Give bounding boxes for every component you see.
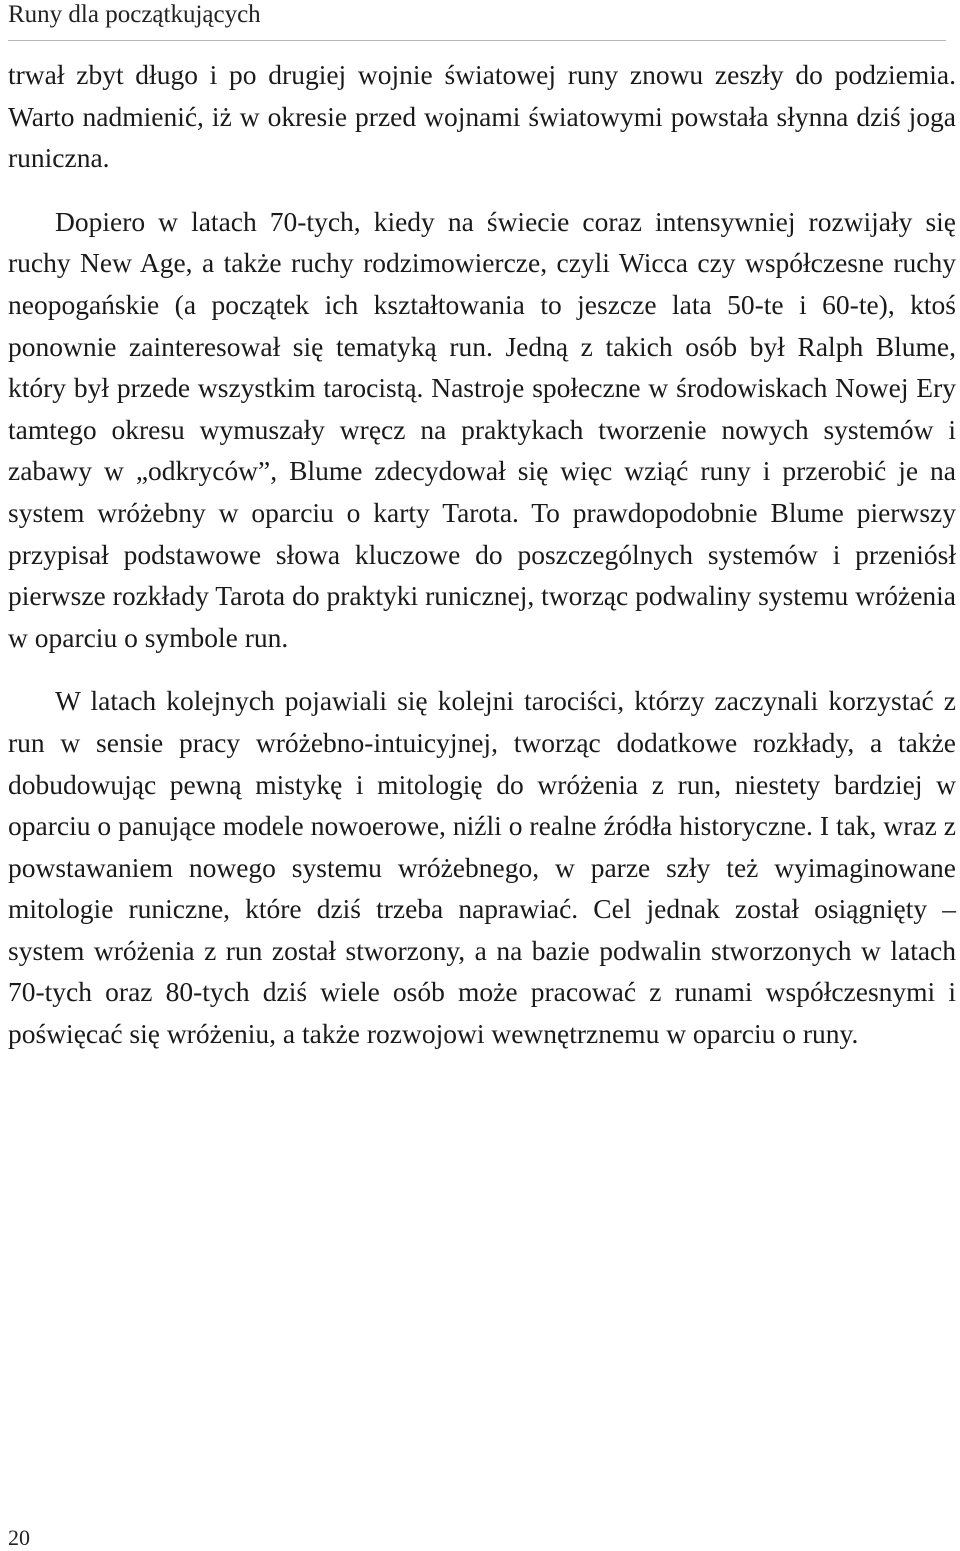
running-head-title: Runy dla początkujących: [8, 1, 261, 28]
body-text: [8, 54, 956, 1055]
paragraph-blume: Dopiero w latach 70-tych, kiedy na świecie coraz intensywniej rozwijały się ruchy New Age, a także ruchy rodzimowiercze, czyli Wicca czy współczesne ruchy neopogańskie (a początek ich kształtowania to jeszcze lata 50-te i 60-te), ktoś ponownie zainteresował się tematyką run. Jedną z takich osób był Ralph Blume, który był przede wszystkim tarocistą. Nastroje społeczne w środowiskach Nowej Ery tamtego okresu wymuszały wręcz na praktykach tworzenie nowych systemów i zabawy w „odkryców”, Blume zdecydował się więc wziąć runy i przerobić je na system wróżebny w oparciu o karty Tarota. To prawdopodobnie Blume pierwszy przypisał podstawowe słowa kluczowe do poszczególnych systemów i przeniósł pierwsze rozkłady Tarota do praktyki runicznej, tworząc podwaliny systemu wróżenia w oparciu o symbole run.: [8, 205, 956, 653]
paragraph-later-years: W latach kolejnych pojawiali się kolejni tarociści, którzy zaczynali korzystać z run w sensie pracy wróżebno-intuicyjnej, tworząc dodatkowe rozkłady, a także dobudowując pewną mistykę i mitologię do wróżenia z run, niestety bardziej w oparciu o panujące modele nowoerowe, niźli o realne źródła historyczne. I tak, wraz z powstawaniem nowego systemu wróżebnego, w parze szły też wyimaginowane mitologie runiczne, które dziś trzeba naprawiać. Cel jednak został osiągnięty – system wróżenia z run został stworzony, a na bazie podwalin stworzonych w latach 70-tych oraz 80-tych dziś wiele osób może pracować z runami współczesnymi i poświęcać się wróżeniu, a także rozwojowi wewnętrznemu w oparciu o runy.: [8, 685, 956, 1050]
paragraph-continuation: trwał zbyt długo i po drugiej wojnie światowej runy znowu zeszły do podziemia. Warto nadmienić, iż w okresie przed wojnami światowymi powstała słynna dziś joga runiczna.: [8, 59, 956, 174]
header-divider: [8, 40, 946, 41]
page-number: 20: [8, 1525, 30, 1550]
